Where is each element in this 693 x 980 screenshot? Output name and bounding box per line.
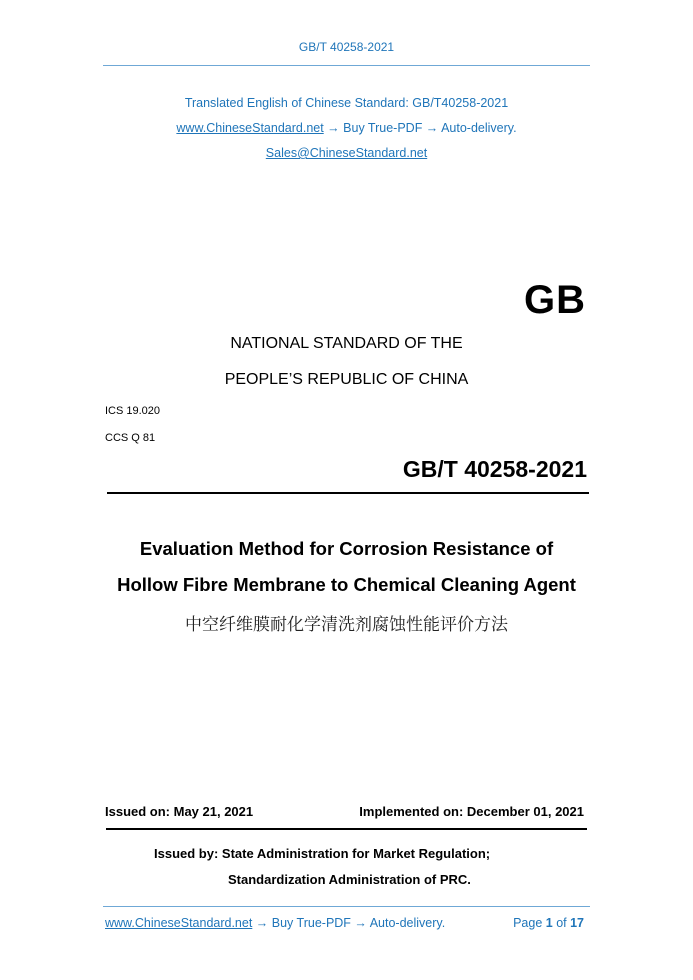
dates-rule [106,828,587,830]
page-current: 1 [545,916,553,930]
ccs-code: CCS Q 81 [105,432,156,444]
footer-divider [103,906,590,907]
issued-by-line2: Standardization Administration of PRC. [228,872,471,887]
page-total: 17 [570,916,584,930]
title-line1: Evaluation Method for Corrosion Resistance of [139,538,554,559]
page-indicator [513,916,584,930]
page-prefix: Page [513,916,546,930]
title-chinese: 中空纤维膜耐化学清洗剂腐蚀性能评价方法 [185,615,508,635]
footer-buy-text: → Buy True-PDF → Auto-delivery. [252,916,446,930]
title-line2: Hollow Fibre Membrane to Chemical Cleaning Agent [117,574,576,595]
ics-code: ICS 19.020 [105,405,161,417]
email-line [0,146,693,160]
site-link[interactable]: www.ChineseStandard.net [176,121,324,135]
buy-text: → Buy True-PDF → Auto-delivery. [323,121,517,135]
footer-site-link[interactable]: www.ChineseStandard.net [105,916,253,930]
national-standard-line2: PEOPLE’S REPUBLIC OF CHINA [224,371,469,388]
purchase-line [0,121,693,135]
gb-emblem: GB [524,278,586,322]
header-divider [103,65,590,66]
issued-by-line1: Issued by: State Administration for Market Regulation; [154,846,491,861]
standard-number-rule [107,492,589,494]
email-link[interactable]: Sales@ChineseStandard.net [265,146,428,160]
standard-number: GB/T 40258-2021 [402,456,587,482]
header-code: GB/T 40258-2021 [298,40,395,54]
issued-date: Issued on: May 21, 2021 [105,804,254,819]
national-standard-line1: NATIONAL STANDARD OF THE [230,335,463,352]
page-of: of [552,916,571,930]
translation-notice: Translated English of Chinese Standard: GB/T40258-2021 [184,96,509,110]
footer-purchase-line [105,916,445,930]
implemented-date: Implemented on: December 01, 2021 [359,804,584,819]
